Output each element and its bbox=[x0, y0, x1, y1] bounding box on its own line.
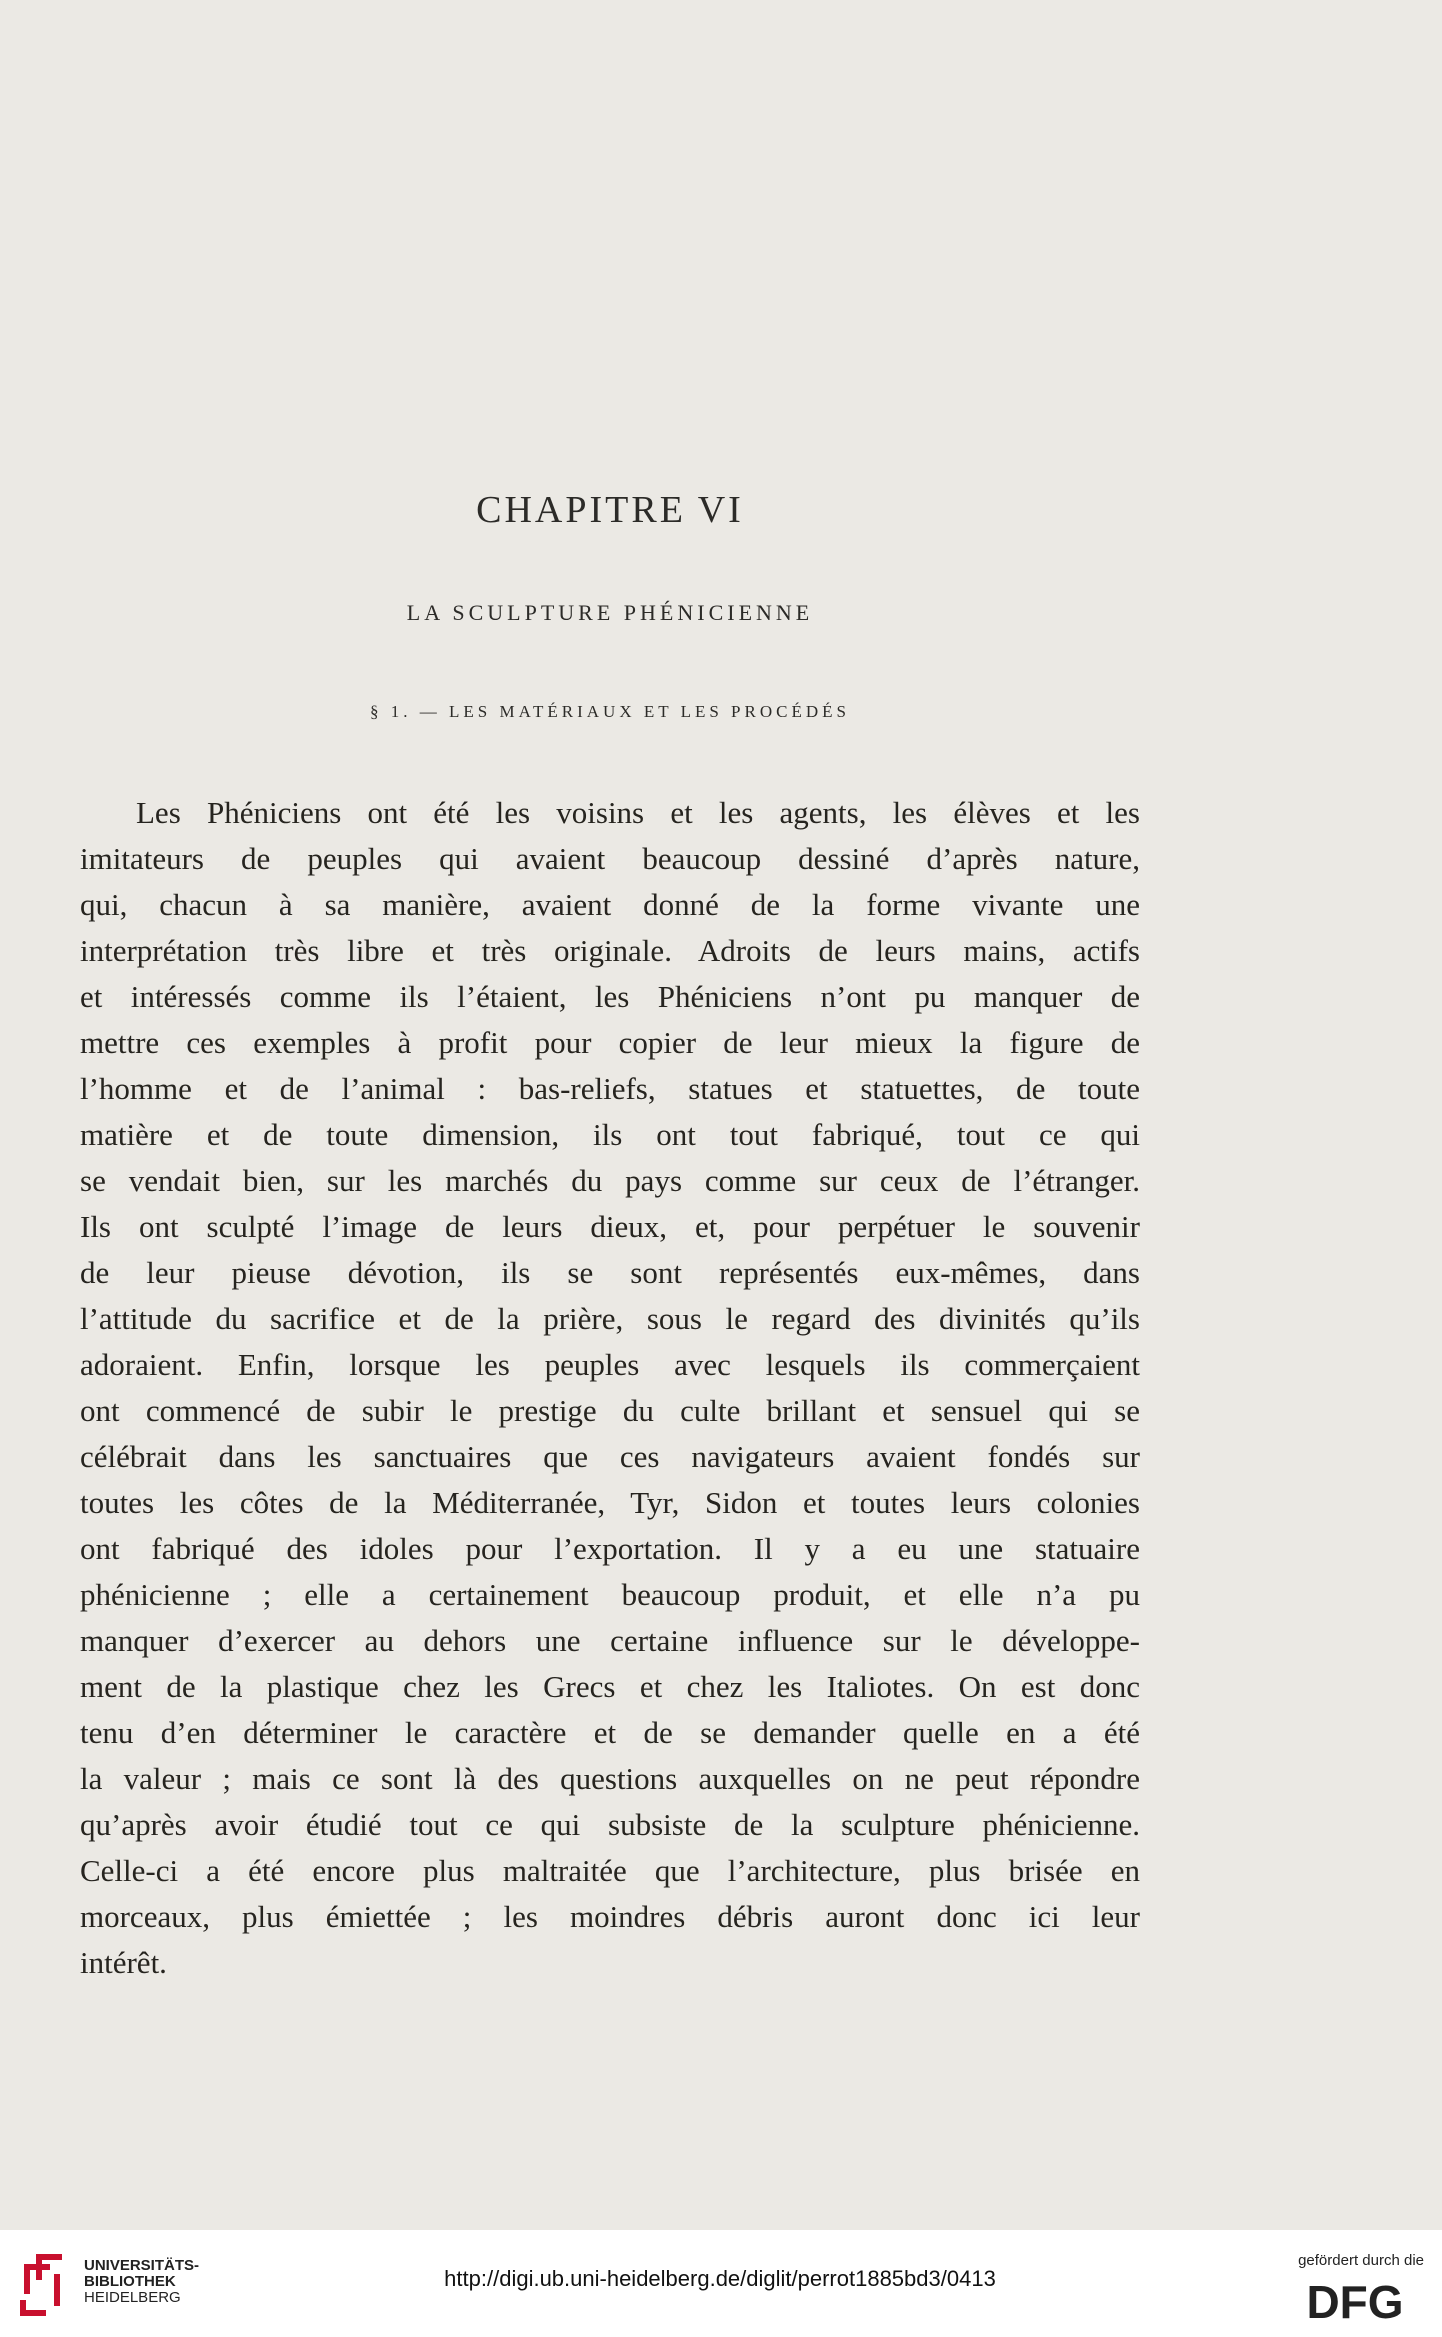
library-name-line: UNIVERSITÄTS- bbox=[84, 2257, 200, 2274]
library-name-line: BIBLIOTHEK bbox=[84, 2273, 176, 2290]
text-line: Celle-ci a été encore plus maltraitée que l’architecture, plus brisée en bbox=[80, 1853, 1140, 1888]
chapter-subtitle: LA SCULPTURE PHÉNICIENNE bbox=[406, 600, 814, 625]
text-line: manquer d’exercer au dehors une certaine influence sur le développe- bbox=[80, 1623, 1140, 1658]
text-line: célébrait dans les sanctuaires que ces navigateurs avaient fondés sur bbox=[80, 1439, 1140, 1474]
body-text bbox=[80, 790, 1140, 1986]
text-line: morceaux, plus émiettée ; les moindres débris auront donc ici leur bbox=[80, 1899, 1140, 1934]
library-name bbox=[84, 2258, 199, 2306]
text-line: qu’après avoir étudié tout ce qui subsiste de la sculpture phénicienne. bbox=[80, 1807, 1140, 1842]
text-line: ont commencé de subir le prestige du culte brillant et sensuel qui se bbox=[80, 1393, 1140, 1428]
text-line: toutes les côtes de la Méditerranée, Tyr, Sidon et toutes leurs colonies bbox=[80, 1485, 1140, 1520]
text-line: Les Phéniciens ont été les voisins et les agents, les élèves et les bbox=[136, 795, 1140, 830]
text-line: Ils ont sculpté l’image de leurs dieux, et, pour perpétuer le souvenir bbox=[80, 1209, 1140, 1244]
text-line: de leur pieuse dévotion, ils se sont représentés eux-mêmes, dans bbox=[80, 1255, 1140, 1290]
text-line: interprétation très libre et très originale. Adroits de leurs mains, actifs bbox=[80, 933, 1140, 968]
text-line: ont fabriqué des idoles pour l’exportation. Il y a eu une statuaire bbox=[80, 1531, 1140, 1566]
text-line: adoraient. Enfin, lorsque les peuples avec lesquels ils commerçaient bbox=[80, 1347, 1140, 1382]
text-line: se vendait bien, sur les marchés du pays comme sur ceux de l’étranger. bbox=[80, 1163, 1140, 1198]
dfg-logo-icon bbox=[1290, 2278, 1420, 2322]
text-line: imitateurs de peuples qui avaient beaucoup dessiné d’après nature, bbox=[80, 841, 1140, 876]
text-line: phénicienne ; elle a certainement beaucoup produit, et elle n’a pu bbox=[80, 1577, 1140, 1612]
text-line: tenu d’en déterminer le caractère et de se demander quelle en a été bbox=[80, 1715, 1140, 1750]
text-line: intérêt. bbox=[80, 1945, 167, 1980]
text-line: matière et de toute dimension, ils ont tout fabriqué, tout ce qui bbox=[80, 1117, 1140, 1152]
chapter-title: CHAPITRE VI bbox=[476, 489, 744, 531]
permalink[interactable]: http://digi.ub.uni-heidelberg.de/diglit/perrot1885bd3/0413 bbox=[444, 2266, 996, 2291]
funding-caption: gefördert durch die bbox=[1298, 2252, 1424, 2269]
text-line: et intéressés comme ils l’étaient, les Phéniciens n’ont pu manquer de bbox=[80, 979, 1140, 1014]
text-line: l’homme et de l’animal : bas-reliefs, statues et statuettes, de toute bbox=[80, 1071, 1140, 1106]
library-name-line: HEIDELBERG bbox=[84, 2289, 181, 2306]
text-line: ment de la plastique chez les Grecs et chez les Italiotes. On est donc bbox=[80, 1669, 1140, 1704]
text-line: l’attitude du sacrifice et de la prière, sous le regard des divinités qu’ils bbox=[80, 1301, 1140, 1336]
footer-bar bbox=[0, 2230, 1442, 2337]
library-logo-icon bbox=[16, 2250, 68, 2320]
section-heading: § 1. — LES MATÉRIAUX ET LES PROCÉDÉS bbox=[370, 702, 850, 721]
text-line: la valeur ; mais ce sont là des questions auxquelles on ne peut répondre bbox=[80, 1761, 1140, 1796]
dfg-logo-text: DFG bbox=[1306, 2278, 1404, 2322]
text-line: mettre ces exemples à profit pour copier de leur mieux la figure de bbox=[80, 1025, 1140, 1060]
text-line: qui, chacun à sa manière, avaient donné de la forme vivante une bbox=[80, 887, 1140, 922]
